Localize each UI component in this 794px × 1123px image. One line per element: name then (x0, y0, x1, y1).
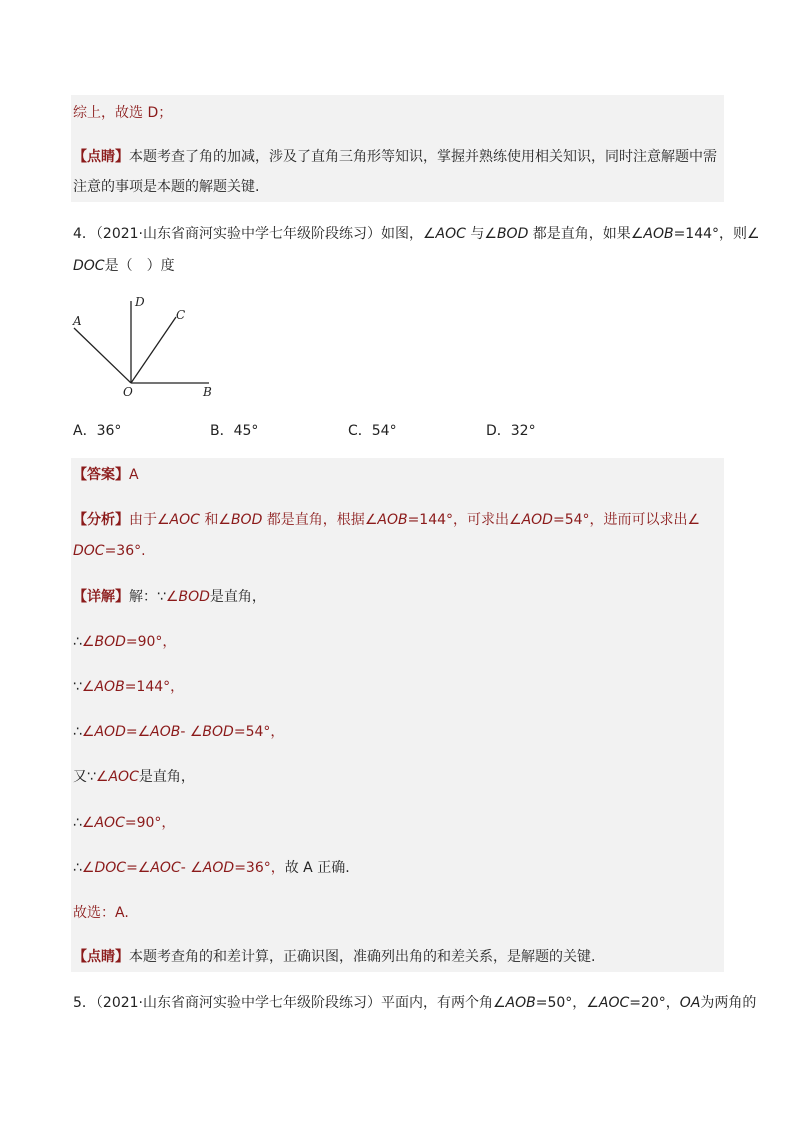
q5-stem-text: 为两角的 (700, 995, 757, 1011)
q4-stem-mid: 都是直角，如果 (528, 226, 631, 242)
q4-solution-block (71, 458, 724, 972)
angle-aoc: ∠AOC (95, 769, 139, 785)
label-c: C (176, 308, 186, 322)
answer-line (73, 465, 139, 485)
angle-aob: ∠AOB (493, 995, 536, 1011)
analysis-line1 (73, 510, 700, 530)
detail-text: =90°， (124, 815, 176, 831)
analysis-text: 和 (199, 512, 219, 528)
q5-stem-text: =20°， (629, 995, 680, 1011)
detail-text: = (125, 724, 138, 740)
detail-text: =36°， (234, 860, 285, 876)
analysis-line2 (73, 541, 146, 561)
angle-aoc: ∠AOC (137, 860, 181, 876)
angle-aod: ∠AOD (190, 860, 235, 876)
angle-bod: ∠BOD (81, 634, 126, 650)
angle-doc: DOC (73, 543, 105, 559)
detail-text: ∴ (73, 860, 82, 876)
label-a: A (73, 314, 82, 328)
dianjing-tag: 【点睛】 (73, 149, 129, 165)
q4-stem-line2 (73, 256, 175, 276)
option-d: D．32° (486, 423, 536, 439)
analysis-text: 由于 (129, 512, 157, 528)
analysis-tag: 【分析】 (73, 512, 129, 528)
q5-stem-line1 (73, 993, 756, 1013)
q3-conclusion (73, 103, 172, 123)
analysis-text: =54°，进而可以求出∠ (552, 512, 701, 528)
angle-bod: ∠BOD (189, 724, 234, 740)
angle-aoc: ∠AOC (423, 226, 466, 242)
ray-oc (131, 317, 176, 383)
detail-text: 是直角， (209, 589, 266, 605)
q3-conclusion-text: 综上，故选 D； (73, 105, 173, 121)
dianjing-text-cont: 注意的事项是本题的解题关键. (73, 179, 260, 195)
angle-doc: DOC (73, 258, 105, 274)
angle-aod: ∠AOD (81, 724, 126, 740)
detail-line2 (73, 632, 176, 652)
detail-line6 (73, 813, 175, 833)
detail-text: =90°， (125, 634, 177, 650)
analysis-text: =144°，可求出 (407, 512, 510, 528)
analysis-text: 都是直角，根据 (262, 512, 365, 528)
detail-line5 (73, 767, 195, 787)
detail-text: 是直角， (138, 769, 195, 785)
angle-aod: ∠AOD (509, 512, 553, 528)
answer-tag: 【答案】 (73, 467, 129, 483)
dianjing-text: 本题考查角的和差计算，正确识图，准确列出角的和差关系，是解题的关键. (129, 949, 596, 965)
q4-dianjing-line (73, 947, 595, 967)
detail-text: ∴ (73, 634, 82, 650)
label-o: O (123, 385, 133, 399)
angle-aob: ∠AOB (81, 679, 125, 695)
q3-dianjing-line2 (73, 177, 259, 197)
analysis-text: =36°. (104, 543, 146, 559)
angle-doc: ∠DOC (81, 860, 127, 876)
select-line (73, 903, 129, 923)
detail-text: = (126, 860, 138, 876)
dianjing-tag: 【点睛】 (73, 949, 129, 965)
select-text: 故选：A. (73, 905, 129, 921)
detail-text: ∴ (73, 724, 82, 740)
angle-bod: ∠BOD (484, 226, 529, 242)
dianjing-text: 本题考查了角的加减，涉及了直角三角形等知识，掌握并熟练使用相关知识，同时注意解题中需 (129, 149, 717, 165)
q5-stem-text: 5．（2021·山东省商河实验中学七年级阶段练习）平面内，有两个角 (73, 995, 493, 1011)
ray-oa-label: OA (679, 995, 701, 1011)
detail-text: ∵ (73, 679, 82, 695)
detail-line7 (73, 858, 350, 878)
detail-text: - (180, 860, 191, 876)
q4-stem-val: =144°，则∠ (673, 226, 760, 242)
detail-text: 故 A 正确. (284, 860, 350, 876)
label-d: D (135, 295, 145, 309)
q4-stem-rest: 是（ ）度 (104, 258, 175, 274)
answer-value: A (129, 467, 139, 483)
option-a: A．36° (73, 423, 122, 439)
detail-line3 (73, 677, 184, 697)
detail-text: 解：∵ (129, 589, 166, 605)
angle-aoc: ∠AOC (586, 995, 630, 1011)
angle-bod: ∠BOD (218, 512, 263, 528)
ray-oa (74, 328, 131, 383)
detail-text: - (180, 724, 190, 740)
angle-aoc: ∠AOC (157, 512, 200, 528)
label-b: B (203, 385, 212, 399)
detail-line1 (73, 587, 266, 607)
detail-text: ∴ (73, 815, 82, 831)
angle-aob: ∠AOB (630, 226, 674, 242)
detail-tag: 【详解】 (73, 589, 129, 605)
q4-stem-line1 (73, 224, 760, 244)
q4-stem-prefix: 4．（2021·山东省商河实验中学七年级阶段练习）如图， (73, 226, 423, 242)
angle-figure (68, 292, 228, 402)
q3-dianjing-line1 (73, 147, 717, 167)
detail-line4 (73, 722, 284, 742)
option-c: C．54° (348, 423, 397, 439)
option-b: B．45° (210, 423, 259, 439)
detail-text: 又∵ (73, 769, 96, 785)
angle-aob: ∠AOB (364, 512, 408, 528)
detail-text: =54°， (233, 724, 285, 740)
angle-aob: ∠AOB (137, 724, 181, 740)
q5-stem-text: =50°， (535, 995, 587, 1011)
q4-with: 与 (465, 226, 485, 242)
angle-aoc: ∠AOC (81, 815, 125, 831)
angle-bod: ∠BOD (165, 589, 210, 605)
detail-text: =144°， (124, 679, 185, 695)
